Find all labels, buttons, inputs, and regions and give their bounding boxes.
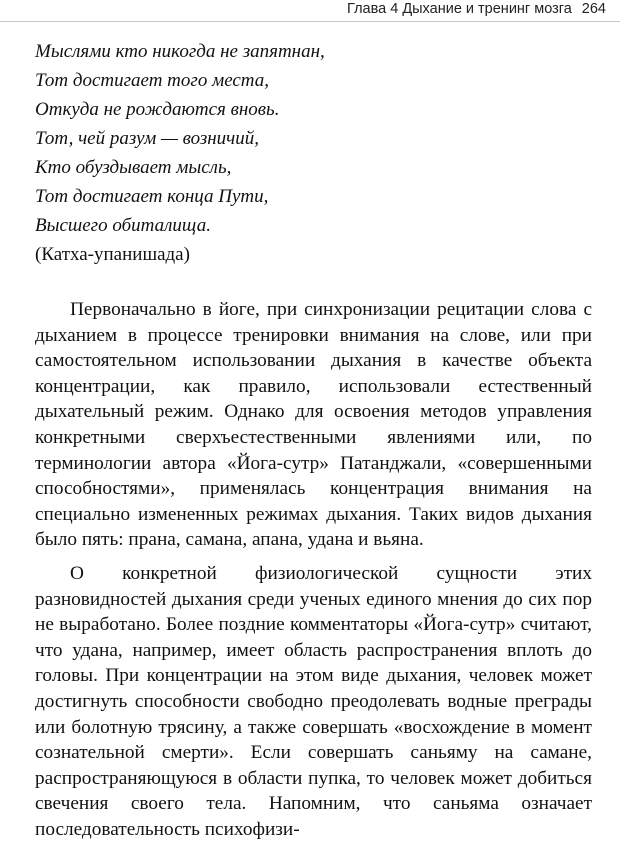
chapter-title: Глава 4 Дыхание и тренинг мозга: [347, 1, 572, 17]
body-text: [35, 297, 592, 842]
epigraph-poem: [35, 37, 325, 269]
poem-line: Тот достигает того места,: [35, 70, 270, 91]
running-header: [347, 1, 606, 17]
poem-line: Мыслями кто никогда не запятнан,: [35, 41, 325, 62]
page-header: [0, 0, 620, 22]
poem-line: Откуда не рождаются вновь.: [35, 99, 280, 120]
poem-line: Кто обуздывает мысль,: [35, 157, 232, 178]
paragraph: Первоначально в йоге, при синхронизации рецитации слова с дыханием в процессе тренировки внимания на слове, или при самостоятельном использовании дыхания в качестве объекта концентрации, как правило, использовали естественный дыхательный режим. Однако для освоения методов управления конкретными сверхъестественными явлениями или, по терминологии автора «Йога-сутр» Патанджали, «совершенными способностями», применялась концентрация внимания на специально измененных режимах дыхания. Таких видов дыхания было пять: прана, самана, апана, удана и вьяна.: [35, 299, 592, 551]
poem-line: Тот достигает конца Пути,: [35, 186, 269, 207]
poem-line: Высшего обиталища.: [35, 215, 211, 236]
poem-line: Тот, чей разум — возничий,: [35, 128, 259, 149]
page-number: 264: [581, 1, 606, 17]
paragraph: О конкретной физиологической сущности этих разновидностей дыхания среди ученых единого мнения до сих пор не выработано. Более поздние комментаторы «Йога-сутр» считают, что удана, например, имеет область распространения вплоть до головы. При концентрации на этом виде дыхания, человек может достигнуть способности свободно преодолевать водные преграды или болотную трясину, а также совершать «восхождение в момент сознательной смерти». Если совершать саньяму на самане, распространяющуюся в области пупка, то человек может добиться свечения своего тела. Напомним, что саньяма означает последовательность психофизи-: [35, 562, 592, 840]
poem-source: (Катха-упанишада): [35, 244, 190, 265]
